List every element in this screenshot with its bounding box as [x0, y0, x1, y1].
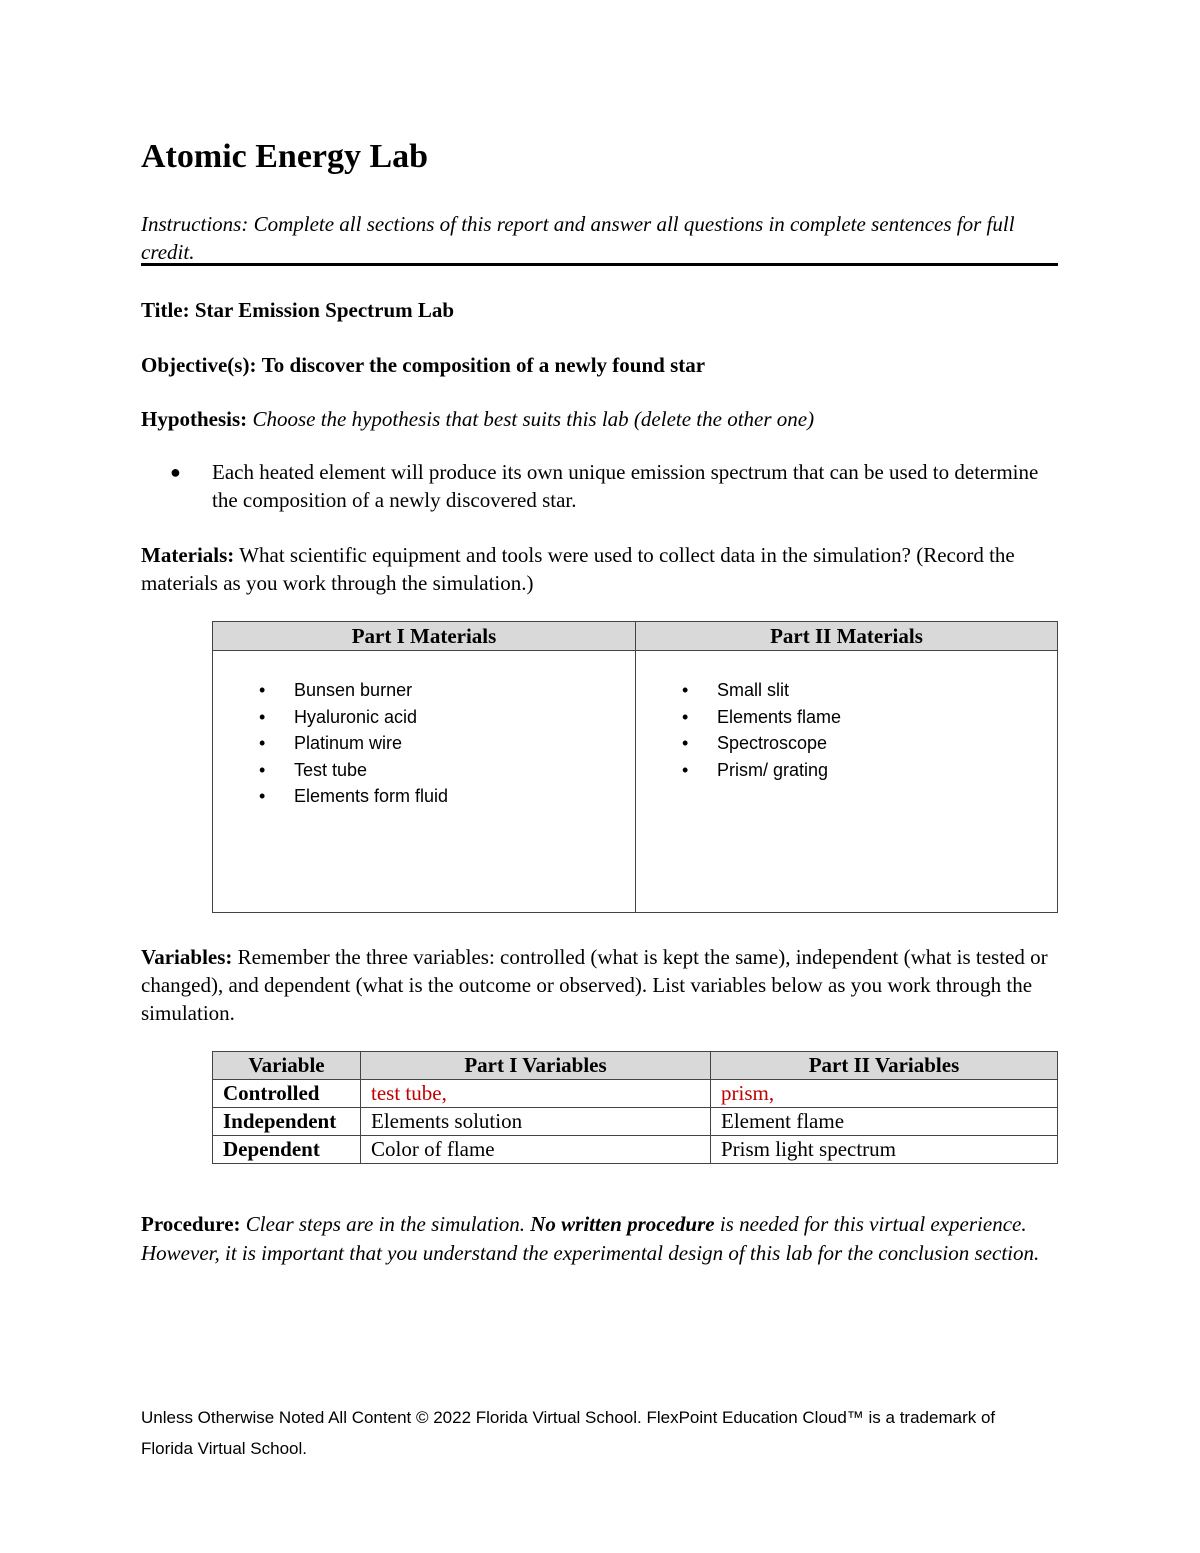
variable-name: Dependent: [213, 1136, 361, 1164]
part1-materials-list: [213, 677, 635, 810]
variable-part2: prism,: [711, 1080, 1058, 1108]
hypothesis-line: [141, 405, 1061, 433]
variable-part1: test tube,: [361, 1080, 711, 1108]
lab-title-value: Star Emission Spectrum Lab: [194, 298, 455, 322]
procedure-emphasis: No written procedure: [530, 1212, 715, 1236]
hypothesis-bullet-text: Each heated element will produce its own unique emission spectrum that can be used to determine the composition of a newly discovered star.: [212, 460, 1039, 512]
instructions-text: Instructions: Complete all sections of this report and answer all questions in complete sentences for full credit.: [141, 212, 1015, 264]
variables-header-variable: Variable: [213, 1052, 361, 1080]
list-item: • Elements form fluid: [259, 783, 635, 810]
materials-line: [141, 541, 1061, 597]
variable-name: Controlled: [213, 1080, 361, 1108]
materials-header-part1: Part I Materials: [213, 622, 636, 651]
lab-title-line: [141, 296, 1061, 324]
variable-part1: Color of flame: [361, 1136, 711, 1164]
list-item: • Elements flame: [682, 704, 1057, 731]
materials-table: [212, 621, 1058, 913]
hypothesis-label: Hypothesis:: [141, 407, 248, 431]
objective-line: [141, 351, 1061, 379]
list-item: • Prism/ grating: [682, 757, 1057, 784]
list-item: • Bunsen burner: [259, 677, 635, 704]
materials-header-part2: Part II Materials: [636, 622, 1058, 651]
procedure-line: [141, 1210, 1046, 1268]
bullet-icon: ●: [170, 462, 181, 482]
part2-materials-list: [636, 677, 1057, 783]
variables-label: Variables:: [141, 945, 233, 969]
document-title: Atomic Energy Lab: [141, 138, 429, 175]
variable-part1: Elements solution: [361, 1108, 711, 1136]
list-item: • Small slit: [682, 677, 1057, 704]
variables-header-part1: Part I Variables: [361, 1052, 711, 1080]
variable-name: Independent: [213, 1108, 361, 1136]
objective-label: Objective(s):: [141, 353, 257, 377]
list-item: • Spectroscope: [682, 730, 1057, 757]
materials-prompt: What scientific equipment and tools were used to collect data in the simulation? (Record the materials as you work through the simulation.): [141, 543, 1015, 595]
table-row: [213, 1108, 1058, 1136]
lab-title-label: Title:: [141, 298, 190, 322]
list-item: • Hyaluronic acid: [259, 704, 635, 731]
variables-prompt: Remember the three variables: controlled (what is kept the same), independent (what is tested or changed), and dependent (what is the outcome or observed). List variables below as you work through the simulation.: [141, 945, 1048, 1025]
hypothesis-prompt: Choose the hypothesis that best suits this lab (delete the other one): [252, 407, 815, 431]
variable-part2: Prism light spectrum: [711, 1136, 1058, 1164]
procedure-text-before: Clear steps are in the simulation.: [245, 1212, 525, 1236]
procedure-label: Procedure:: [141, 1212, 241, 1236]
objective-value: To discover the composition of a newly found star: [261, 353, 706, 377]
variables-line: [141, 943, 1061, 1027]
header-divider: [141, 263, 1058, 266]
variables-table: [212, 1051, 1058, 1164]
procedure-text-after: is needed for this virtual experience. However, it is important that you understand the experimental design of this lab for the conclusion section.: [141, 1212, 1040, 1265]
materials-cell-part2: [636, 651, 1058, 913]
table-row: [213, 1080, 1058, 1108]
table-row: [213, 1136, 1058, 1164]
materials-label: Materials:: [141, 543, 235, 567]
variable-part2: Element flame: [711, 1108, 1058, 1136]
list-item: • Test tube: [259, 757, 635, 784]
copyright-footer: Unless Otherwise Noted All Content © 2022 Florida Virtual School. FlexPoint Education Cloud™ is a trademark of Florida Virtual School.: [141, 1408, 996, 1458]
materials-cell-part1: [213, 651, 636, 913]
variables-header-part2: Part II Variables: [711, 1052, 1058, 1080]
list-item: • Platinum wire: [259, 730, 635, 757]
